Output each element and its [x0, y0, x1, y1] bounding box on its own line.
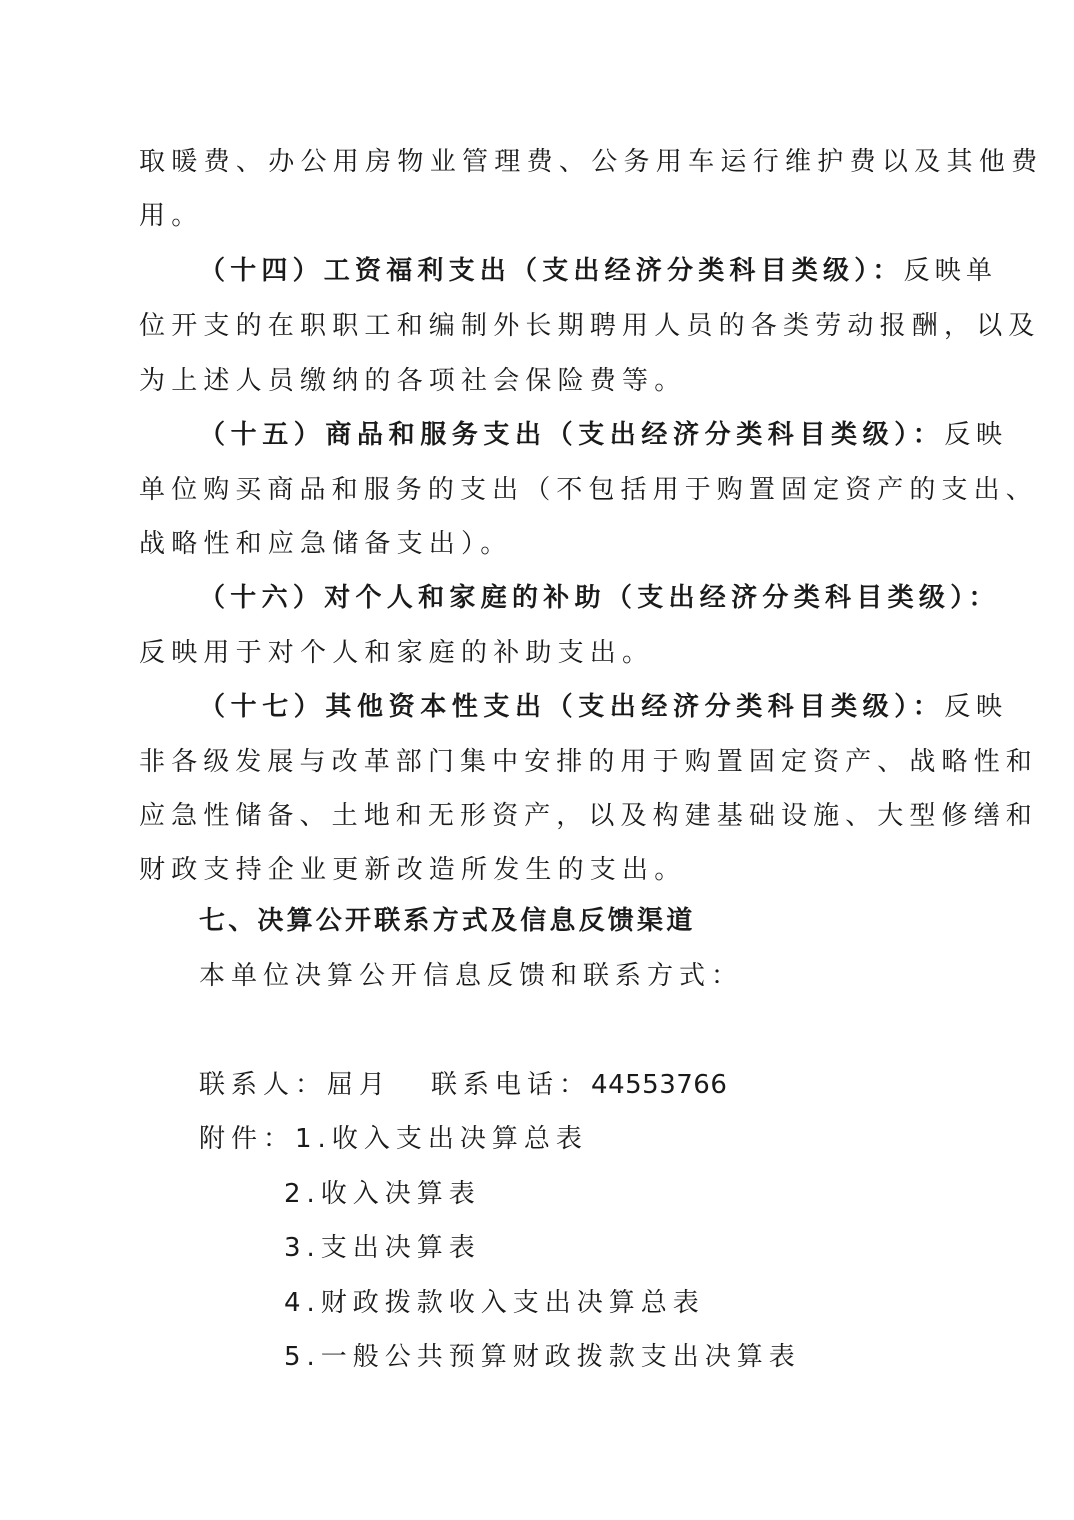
paragraph-17-line-1-rest: 反映	[944, 692, 1008, 722]
attachments-label: 附件：	[199, 1124, 296, 1154]
paragraph-14-line-3: 为上述人员缴纳的各项社会保险费等。	[139, 366, 687, 396]
paragraph-17-line-4: 财政支持企业更新改造所发生的支出。	[139, 855, 687, 885]
paragraph-16-lead: （十六）对个人和家庭的补助（支出经济分类科目类级）：	[199, 583, 1000, 613]
paragraph-17-line-1	[199, 690, 1008, 724]
contact-person-label: 联系人：	[199, 1070, 328, 1100]
attachment-item: 2.收入决算表	[284, 1179, 481, 1209]
attachment-item: 1.收入支出决算总表	[295, 1124, 588, 1154]
attachment-item: 4.财政拨款收入支出决算总表	[284, 1288, 705, 1318]
contact-phone-label: 联系电话：	[431, 1070, 592, 1100]
paragraph-13-line-2: 用。	[139, 201, 204, 231]
paragraph-16-line-2: 反映用于对个人和家庭的补助支出。	[139, 638, 655, 668]
paragraph-17-line-3: 应急性储备、土地和无形资产，以及构建基础设施、大型修缮和	[139, 801, 1038, 831]
paragraph-15-line-3: 战略性和应急储备支出）。	[139, 529, 513, 559]
paragraph-15-line-1-rest: 反映	[944, 420, 1008, 450]
contact-person-name: 屈月	[327, 1070, 392, 1100]
section-7-heading: 七、决算公开联系方式及信息反馈渠道	[199, 906, 696, 936]
paragraph-15-line-2: 单位购买商品和服务的支出（不包括用于购置固定资产的支出、	[139, 475, 1038, 505]
attachment-item: 3.支出决算表	[284, 1233, 481, 1263]
paragraph-14-line-2: 位开支的在职职工和编制外长期聘用人员的各类劳动报酬，以及	[139, 311, 1041, 341]
paragraph-14-line-1-rest: 反映单	[903, 256, 998, 286]
attachments-line-1	[199, 1122, 588, 1156]
paragraph-14-line-1	[199, 254, 997, 288]
paragraph-15-line-1	[199, 418, 1008, 452]
paragraph-17-lead: （十七）其他资本性支出（支出经济分类科目类级）：	[199, 692, 945, 722]
attachment-item: 5.一般公共预算财政拨款支出决算表	[284, 1342, 801, 1372]
paragraph-17-line-2: 非各级发展与改革部门集中安排的用于购置固定资产、战略性和	[139, 747, 1038, 777]
contact-phone-number: 44553766	[591, 1070, 728, 1100]
paragraph-15-lead: （十五）商品和服务支出（支出经济分类科目类级）：	[199, 420, 945, 450]
contact-line	[199, 1068, 727, 1102]
section-7-intro: 本单位决算公开信息反馈和联系方式：	[199, 961, 744, 991]
paragraph-14-lead: （十四）工资福利支出（支出经济分类科目类级）：	[199, 256, 904, 286]
paragraph-13-line-1: 取暖费、办公用房物业管理费、公务用车运行维护费以及其他费	[139, 147, 1044, 177]
paragraph-16-line-1	[199, 581, 1000, 615]
